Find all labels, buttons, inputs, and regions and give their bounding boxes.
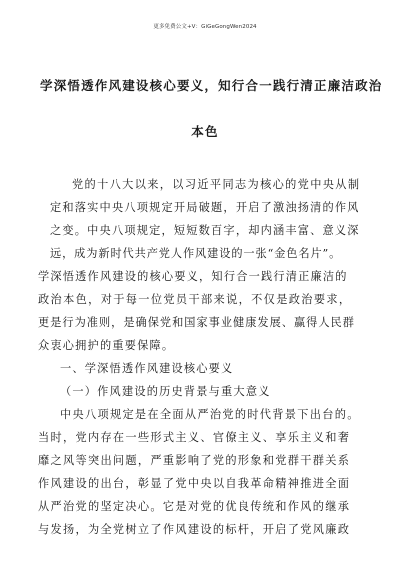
header-note: 更多免费公文+V：GiGeGongWen2024 [153, 24, 257, 30]
paragraph-line: 作风建设的出台，彰显了党中央以自我革命精神推进全面 [38, 477, 351, 490]
paragraph-line: 定和落实中央八项规定开局破题，开启了激浊扬清的作风 [50, 201, 360, 214]
subsection-heading: （一）作风建设的历史背景与重大意义 [60, 385, 271, 398]
section-heading: 一、学深悟透作风建设核心要义 [60, 362, 234, 375]
paragraph-line: 当时，党内存在一些形式主义、官僚主义、享乐主义和奢 [38, 431, 351, 444]
paragraph-line: 靡之风等突出问题，严重影响了党的形象和党群干群关系 [38, 454, 351, 467]
paragraph-line: 从严治党的坚定决心。它是对党的优良传统和作风的继承 [38, 500, 351, 513]
paragraph-line: 众衷心拥护的重要保障。 [38, 339, 175, 352]
paragraph-line: 政治本色，对于每一位党员干部来说，不仅是政治要求， [38, 293, 352, 306]
paragraph-line: 学深悟透作风建设的核心要义，知行合一践行清正廉洁的 [38, 270, 348, 283]
document-title-line-2: 本色 [191, 124, 219, 139]
paragraph-line: 中央八项规定是在全面从严治党的时代背景下出台的。 [60, 408, 360, 421]
document-title-line-1: 学深悟透作风建设核心要义，知行合一践行清正廉洁政治 [40, 78, 383, 93]
paragraph-line: 与发扬，为全党树立了作风建设的标杆，开启了党风廉政 [38, 523, 351, 536]
paragraph-line: 之变。中央八项规定，短短数百字，却内涵丰富、意义深 [50, 224, 360, 237]
paragraph-line: 更是行为准则，是确保党和国家事业健康发展、赢得人民群 [38, 316, 355, 329]
paragraph-line: 远，成为新时代共产党人作风建设的一张“金色名片”。 [50, 247, 342, 260]
paragraph-line: 党的十八大以来，以习近平同志为核心的党中央从制 [72, 178, 361, 191]
